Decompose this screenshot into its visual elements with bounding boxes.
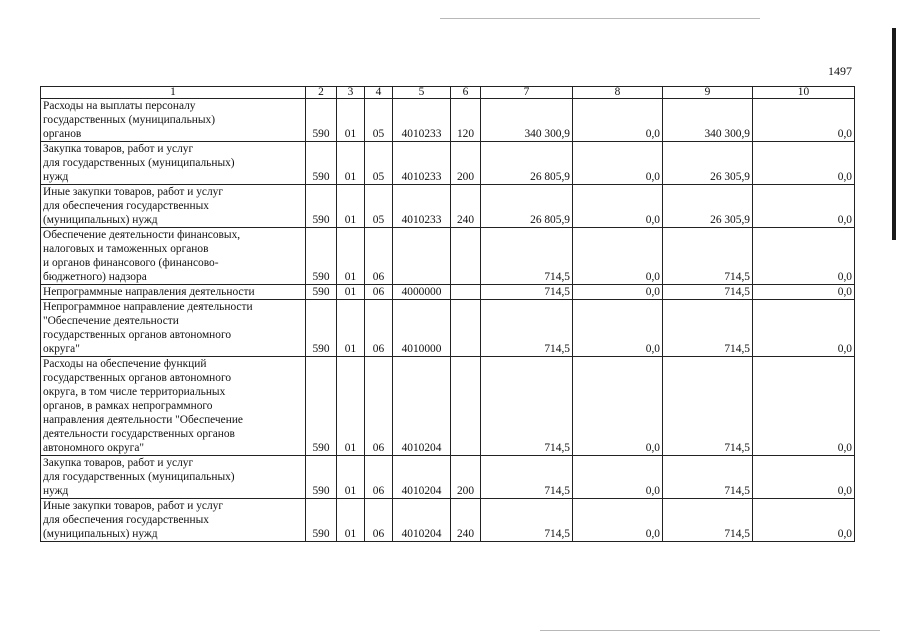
cell-amount-7: 714,5 bbox=[481, 285, 573, 300]
budget-table bbox=[40, 86, 855, 542]
cell-ministry-code: 590 bbox=[306, 499, 337, 542]
cell-amount-10: 0,0 bbox=[753, 499, 855, 542]
cell-ministry-code: 590 bbox=[306, 300, 337, 357]
cell-ministry-code: 590 bbox=[306, 99, 337, 142]
expense-name: Иные закупки товаров, работ и услуг для обеспечения государственных (муниципальных) нужд bbox=[41, 499, 306, 542]
cell-amount-10: 0,0 bbox=[753, 185, 855, 228]
table-row bbox=[41, 228, 855, 285]
cell-target-article: 4010233 bbox=[393, 185, 451, 228]
cell-subsection: 06 bbox=[365, 228, 393, 285]
cell-target-article: 4010000 bbox=[393, 300, 451, 357]
column-header: 5 bbox=[393, 87, 451, 99]
cell-subsection: 06 bbox=[365, 456, 393, 499]
cell-subsection: 06 bbox=[365, 285, 393, 300]
expense-name: Непрограммные направления деятельности bbox=[41, 285, 306, 300]
table-row bbox=[41, 499, 855, 542]
cell-amount-8: 0,0 bbox=[573, 357, 663, 456]
cell-section: 01 bbox=[337, 228, 365, 285]
cell-subsection: 05 bbox=[365, 142, 393, 185]
cell-amount-9: 714,5 bbox=[663, 300, 753, 357]
cell-amount-7: 714,5 bbox=[481, 357, 573, 456]
cell-ministry-code: 590 bbox=[306, 228, 337, 285]
column-header: 7 bbox=[481, 87, 573, 99]
column-header: 2 bbox=[306, 87, 337, 99]
cell-expense-type bbox=[451, 300, 481, 357]
table-row bbox=[41, 185, 855, 228]
cell-ministry-code: 590 bbox=[306, 456, 337, 499]
cell-amount-8: 0,0 bbox=[573, 142, 663, 185]
cell-amount-9: 714,5 bbox=[663, 357, 753, 456]
cell-amount-9: 26 305,9 bbox=[663, 142, 753, 185]
cell-section: 01 bbox=[337, 185, 365, 228]
table-row bbox=[41, 99, 855, 142]
cell-target-article: 4010204 bbox=[393, 499, 451, 542]
expense-name: Обеспечение деятельности финансовых, налоговых и таможенных органов и органов финансового (финансово- бюджетного) надзора bbox=[41, 228, 306, 285]
cell-amount-10: 0,0 bbox=[753, 456, 855, 499]
cell-expense-type: 200 bbox=[451, 142, 481, 185]
cell-ministry-code: 590 bbox=[306, 357, 337, 456]
cell-subsection: 06 bbox=[365, 499, 393, 542]
column-header: 8 bbox=[573, 87, 663, 99]
cell-amount-10: 0,0 bbox=[753, 357, 855, 456]
table-row bbox=[41, 357, 855, 456]
cell-amount-10: 0,0 bbox=[753, 142, 855, 185]
cell-amount-7: 26 805,9 bbox=[481, 185, 573, 228]
cell-expense-type bbox=[451, 285, 481, 300]
cell-expense-type bbox=[451, 228, 481, 285]
expense-name: Расходы на обеспечение функций государственных органов автономного округа, в том числе территориальных органов, в рамках непрограммного направления деятельности "Обеспечение деятельности государственных органов автономного округа" bbox=[41, 357, 306, 456]
cell-amount-7: 714,5 bbox=[481, 456, 573, 499]
cell-expense-type: 120 bbox=[451, 99, 481, 142]
column-header: 9 bbox=[663, 87, 753, 99]
cell-amount-9: 340 300,9 bbox=[663, 99, 753, 142]
cell-ministry-code: 590 bbox=[306, 185, 337, 228]
cell-amount-9: 714,5 bbox=[663, 285, 753, 300]
cell-section: 01 bbox=[337, 99, 365, 142]
cell-target-article: 4000000 bbox=[393, 285, 451, 300]
column-header: 10 bbox=[753, 87, 855, 99]
cell-subsection: 05 bbox=[365, 185, 393, 228]
cell-expense-type: 200 bbox=[451, 456, 481, 499]
cell-amount-8: 0,0 bbox=[573, 285, 663, 300]
expense-name: Расходы на выплаты персоналу государственных (муниципальных) органов bbox=[41, 99, 306, 142]
table-row bbox=[41, 285, 855, 300]
cell-amount-7: 26 805,9 bbox=[481, 142, 573, 185]
cell-expense-type bbox=[451, 357, 481, 456]
cell-subsection: 06 bbox=[365, 357, 393, 456]
cell-target-article: 4010204 bbox=[393, 456, 451, 499]
cell-amount-8: 0,0 bbox=[573, 228, 663, 285]
cell-section: 01 bbox=[337, 456, 365, 499]
cell-subsection: 05 bbox=[365, 99, 393, 142]
cell-amount-7: 714,5 bbox=[481, 499, 573, 542]
column-header: 6 bbox=[451, 87, 481, 99]
cell-expense-type: 240 bbox=[451, 499, 481, 542]
cell-amount-8: 0,0 bbox=[573, 300, 663, 357]
cell-amount-8: 0,0 bbox=[573, 499, 663, 542]
table-row bbox=[41, 142, 855, 185]
table-row bbox=[41, 456, 855, 499]
cell-target-article: 4010233 bbox=[393, 142, 451, 185]
cell-section: 01 bbox=[337, 285, 365, 300]
expense-name: Иные закупки товаров, работ и услуг для обеспечения государственных (муниципальных) нужд bbox=[41, 185, 306, 228]
cell-amount-9: 714,5 bbox=[663, 228, 753, 285]
cell-amount-8: 0,0 bbox=[573, 456, 663, 499]
cell-ministry-code: 590 bbox=[306, 142, 337, 185]
page-number: 1497 bbox=[828, 64, 852, 78]
scan-artifact-top bbox=[440, 18, 760, 19]
cell-target-article: 4010204 bbox=[393, 357, 451, 456]
cell-expense-type: 240 bbox=[451, 185, 481, 228]
cell-amount-10: 0,0 bbox=[753, 285, 855, 300]
cell-amount-10: 0,0 bbox=[753, 99, 855, 142]
cell-amount-10: 0,0 bbox=[753, 228, 855, 285]
cell-amount-7: 714,5 bbox=[481, 300, 573, 357]
column-header: 3 bbox=[337, 87, 365, 99]
cell-amount-8: 0,0 bbox=[573, 99, 663, 142]
cell-amount-10: 0,0 bbox=[753, 300, 855, 357]
table-row bbox=[41, 300, 855, 357]
column-header: 1 bbox=[41, 87, 306, 99]
cell-amount-7: 714,5 bbox=[481, 228, 573, 285]
cell-section: 01 bbox=[337, 499, 365, 542]
cell-target-article: 4010233 bbox=[393, 99, 451, 142]
column-header: 4 bbox=[365, 87, 393, 99]
cell-amount-9: 714,5 bbox=[663, 499, 753, 542]
expense-name: Непрограммное направление деятельности "Обеспечение деятельности государственных органов автономного округа" bbox=[41, 300, 306, 357]
expense-name: Закупка товаров, работ и услуг для государственных (муниципальных) нужд bbox=[41, 142, 306, 185]
cell-amount-9: 714,5 bbox=[663, 456, 753, 499]
cell-section: 01 bbox=[337, 142, 365, 185]
scan-artifact-bottom bbox=[540, 630, 880, 631]
scan-edge-bar bbox=[892, 28, 896, 240]
cell-target-article bbox=[393, 228, 451, 285]
cell-section: 01 bbox=[337, 300, 365, 357]
table-header-row bbox=[41, 87, 855, 99]
cell-amount-9: 26 305,9 bbox=[663, 185, 753, 228]
cell-section: 01 bbox=[337, 357, 365, 456]
cell-subsection: 06 bbox=[365, 300, 393, 357]
cell-ministry-code: 590 bbox=[306, 285, 337, 300]
cell-amount-7: 340 300,9 bbox=[481, 99, 573, 142]
cell-amount-8: 0,0 bbox=[573, 185, 663, 228]
expense-name: Закупка товаров, работ и услуг для государственных (муниципальных) нужд bbox=[41, 456, 306, 499]
